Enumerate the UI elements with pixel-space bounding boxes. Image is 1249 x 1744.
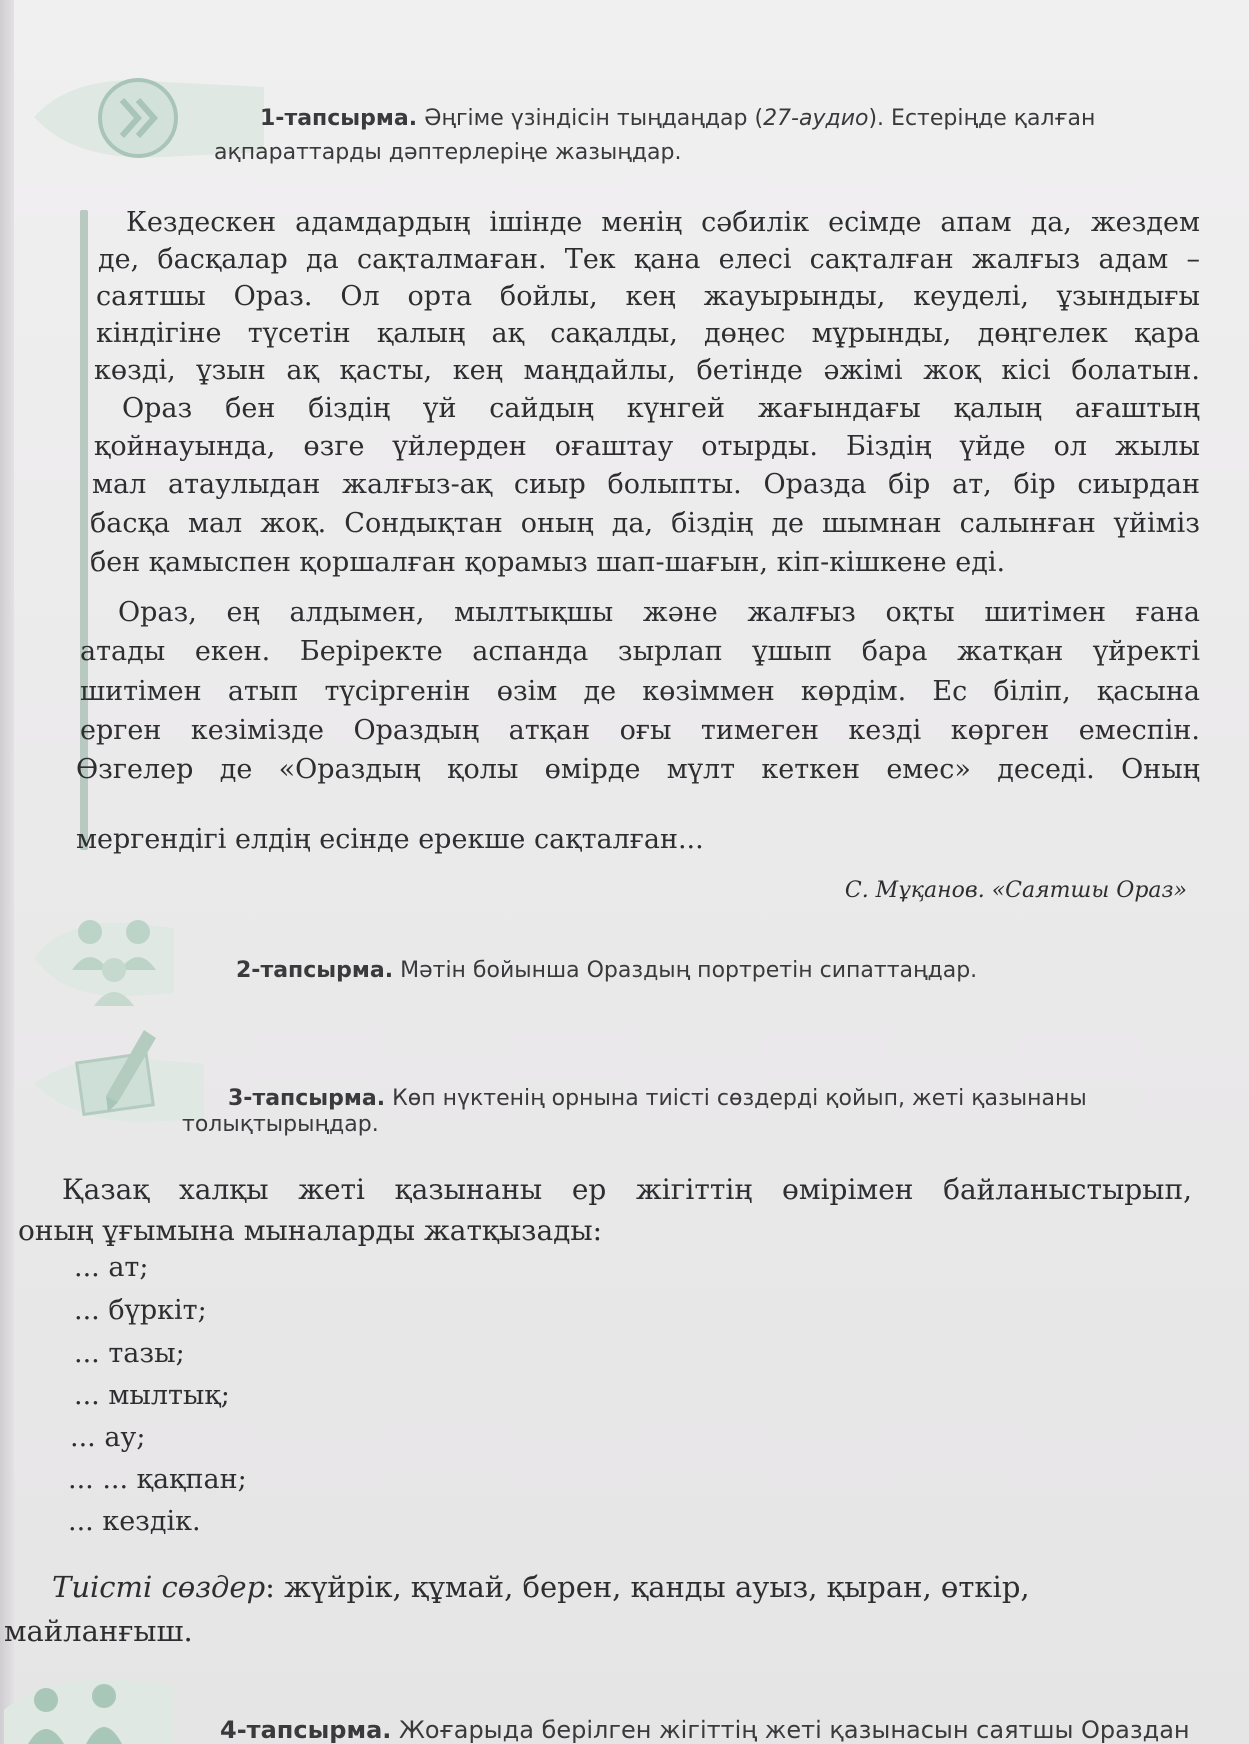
words-label: Тиісті сөздер bbox=[52, 1570, 266, 1604]
task3-label: 3-тапсырма. bbox=[228, 1086, 386, 1111]
discussion-group-icon bbox=[34, 908, 174, 1008]
passage-line: де, басқалар да сақталмаған. Тек қана елесі сақталған жалғыз адам – bbox=[98, 244, 1200, 275]
words-line2: майланғыш. bbox=[4, 1614, 193, 1648]
passage-line: Өзгелер де «Ораздың қолы өмірде мүлт кеткен емес» деседі. Оның bbox=[76, 754, 1200, 785]
task1-audio-ref: 27-аудио bbox=[763, 106, 869, 131]
textbook-page bbox=[4, 0, 1249, 1744]
exercise-item: ... кездік. bbox=[68, 1506, 201, 1537]
task1-text-a: Әңгіме үзіндісін тыңдаңдар ( bbox=[424, 106, 764, 131]
passage-line: атады екен. Беріректе аспанда зырлап ұшып бара жатқан үйректі bbox=[80, 636, 1200, 667]
task4-heading bbox=[220, 1716, 1190, 1744]
words-line1 bbox=[52, 1570, 1192, 1604]
task3-heading-line2: толықтырыңдар. bbox=[182, 1112, 379, 1137]
exercise-item: ... бүркіт; bbox=[74, 1295, 207, 1326]
task3-text: Көп нүктенің орнына тиісті сөздерді қойып, жеті қазынаны bbox=[392, 1086, 1087, 1111]
writing-pen-icon bbox=[34, 1024, 204, 1124]
group-icon bbox=[4, 1670, 174, 1744]
passage-line: қойнауында, өзге үйлерден оғаштау отырды. Біздің үйде ол жылы bbox=[94, 431, 1200, 462]
task4-label: 4-тапсырма. bbox=[220, 1716, 392, 1744]
task1-text-b: ). Естеріңде қалған bbox=[868, 106, 1096, 131]
passage-line: басқа мал жоқ. Сондықтан оның да, біздің де шымнан салынған үйіміз bbox=[90, 508, 1200, 539]
passage-line: Ораз, ең алдымен, мылтықшы және жалғыз оқты шитімен ғана bbox=[118, 597, 1200, 628]
exercise-intro-line2: оның ұғымына мыналарды жатқызады: bbox=[18, 1214, 603, 1247]
passage-line: мал атаулыдан жалғыз-ақ сиыр болыпты. Оразда бір ат, бір сиырдан bbox=[92, 469, 1200, 500]
exercise-intro-line1: Қазақ халқы жеті қазынаны ер жігіттің өмірімен байланыстырып, bbox=[62, 1173, 1192, 1206]
passage-line: саятшы Ораз. Ол орта бойлы, кең жауырынды, кеуделі, ұзындығы bbox=[96, 281, 1200, 312]
task2-heading bbox=[236, 958, 977, 983]
passage-line: кіндігіне түсетін қалың ақ сақалды, дөңес мұрынды, дөңгелек қара bbox=[96, 318, 1200, 349]
passage-attribution: С. Мұқанов. «Саятшы Ораз» bbox=[844, 878, 1187, 903]
passage-line: мергендігі елдің есінде ерекше сақталған... bbox=[76, 824, 704, 855]
exercise-item: ... тазы; bbox=[74, 1338, 185, 1369]
exercise-item: ... ат; bbox=[74, 1252, 149, 1283]
task1-label: 1-тапсырма. bbox=[260, 106, 418, 131]
words-list: : жүйрік, құмай, берен, қанды ауыз, қыран, өткір, bbox=[265, 1570, 1030, 1604]
task3-heading-line1 bbox=[228, 1086, 1087, 1111]
exercise-item: ... ... қақпан; bbox=[68, 1464, 247, 1495]
passage-line: ерген кезімізде Ораздың атқан оғы тимеген кезді көрген емеспін. bbox=[80, 715, 1200, 746]
task2-label: 2-тапсырма. bbox=[236, 958, 394, 983]
passage-line: Кездескен адамдардың ішінде менің сәбилік есімде апам да, жездем bbox=[126, 207, 1200, 238]
passage-line: бен қамыспен қоршалған қорамыз шап-шағын, кіп-кішкене еді. bbox=[90, 547, 1006, 578]
task1-heading-line1 bbox=[260, 106, 1095, 131]
task4-text: Жоғарыда берілген жігіттің жеті қазынасын саятшы Ораздан bbox=[399, 1716, 1190, 1744]
task2-text: Мәтін бойынша Ораздың портретін сипаттаңдар. bbox=[400, 958, 978, 983]
exercise-item: ... мылтық; bbox=[74, 1380, 230, 1411]
exercise-item: ... ау; bbox=[70, 1422, 146, 1453]
passage-line: шитімен атып түсіргенін өзім де көзіммен көрдім. Ес біліп, қасына bbox=[80, 676, 1200, 707]
passage-line: Ораз бен біздің үй сайдың күнгей жағындағы қалың ағаштың bbox=[122, 393, 1200, 424]
task1-heading-line2: ақпараттарды дәптерлеріңе жазыңдар. bbox=[214, 140, 682, 165]
passage-line: көзді, ұзын ақ қасты, кең маңдайлы, бетінде әжімі жоқ кісі болатын. bbox=[94, 355, 1200, 386]
